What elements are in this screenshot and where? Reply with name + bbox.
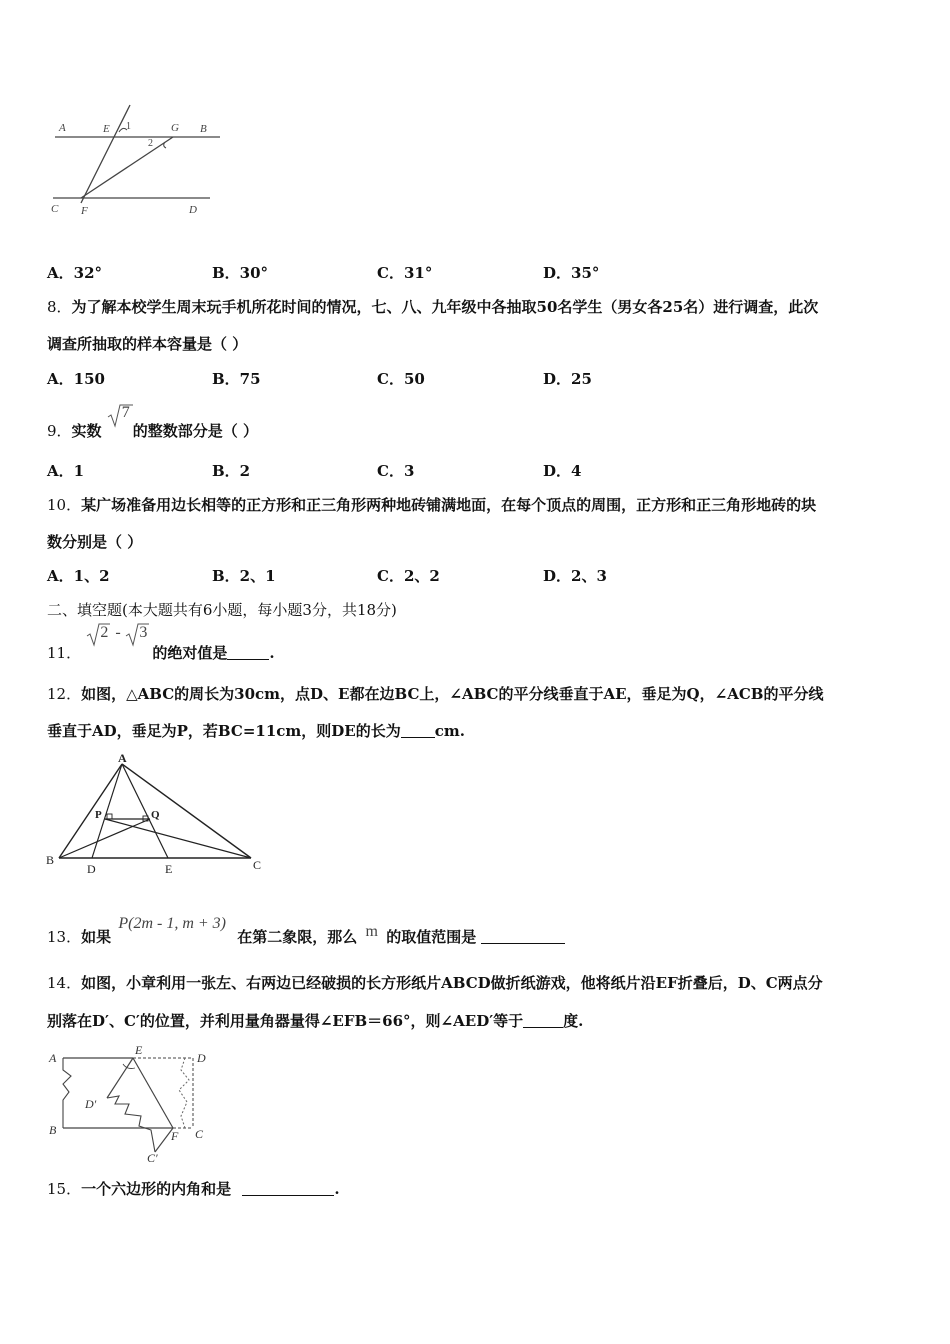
q9-number: 9．	[47, 422, 72, 440]
q12-line-2	[47, 720, 465, 741]
label-1: 1	[126, 121, 131, 132]
q7-option-c: C．31°	[377, 264, 433, 282]
label-f: F	[81, 205, 88, 217]
q12-label-q: Q	[151, 809, 160, 821]
sqrt-3-radicand: 3	[139, 624, 148, 641]
q7-option-d: D．35°	[543, 264, 600, 282]
q15-text: 一个六边形的内角和是	[81, 1180, 232, 1198]
q13-post: 的取值范围是	[386, 928, 477, 946]
label-a: A	[59, 122, 66, 134]
q14-unit: 度.	[563, 1012, 584, 1030]
angle-2-arc	[164, 142, 166, 148]
sqrt-2-radicand: 2	[100, 624, 109, 641]
q8-option-c: C．50	[377, 370, 425, 388]
q14-answer-blank[interactable]	[523, 1013, 563, 1028]
q12-text-2: 垂直于AD，垂足为P，若BC=11cm，则DE的长为	[47, 722, 401, 740]
q8-option-d: D．25	[543, 370, 592, 388]
q8-line-2: 调查所抽取的样本容量是（ ）	[47, 335, 248, 353]
q12-text-1: 如图，△ABC的周长为30cm，点D、E都在边BC上，∠ABC的平分线垂直于AE，垂足为Q，∠ACB的平分线	[81, 685, 824, 703]
q14-text-2: 别落在D′、C′的位置，并利用量角器量得∠EFB＝66°，则∠AED′等于	[47, 1012, 524, 1030]
q15-line	[47, 1178, 340, 1199]
q11-answer-blank[interactable]	[227, 645, 269, 660]
q9-line	[47, 404, 259, 441]
q8-text-1: 为了解本校学生周末玩手机所花时间的情况，七、八、九年级中各抽取50名学生（男女各25名）进行调查，此次	[71, 298, 819, 316]
q13-point: P(2m - 1, m + 3)	[118, 915, 227, 932]
q10-option-c: C．2、2	[377, 567, 440, 585]
q13-var: m	[365, 923, 378, 940]
q14-label-d: D	[197, 1051, 206, 1065]
q14-figure	[45, 1040, 220, 1165]
label-d: D	[189, 204, 197, 216]
q13-mid: 在第二象限，那么	[237, 928, 358, 946]
q12-number: 12．	[47, 685, 82, 703]
sqrt-2-minus-sqrt-3	[86, 624, 152, 656]
sqrt-7-radicand: 7	[121, 404, 130, 421]
q9-option-a: A．1	[47, 462, 85, 480]
q10-line-2: 数分别是（ ）	[47, 533, 143, 551]
q10-option-d: D．2、3	[543, 567, 607, 585]
q12-label-c: C	[253, 858, 262, 872]
q9-pre: 实数	[71, 422, 102, 440]
q14-label-b: B	[49, 1123, 57, 1137]
q11-post: 的绝对值是	[152, 644, 228, 662]
q12-answer-blank[interactable]	[401, 723, 435, 738]
q14-line-2	[47, 1010, 583, 1031]
line-ef	[81, 105, 130, 203]
q11-line	[47, 624, 275, 663]
q14-text-1: 如图，小章利用一张左、右两边已经破损的长方形纸片ABCD做折纸游戏，他将纸片沿EF折叠后，D、C两点分	[81, 974, 823, 992]
q13-number: 13．	[47, 928, 82, 946]
q11-end: .	[269, 644, 275, 662]
q10-line-1	[47, 494, 816, 515]
q12-label-a: A	[118, 751, 127, 765]
q12-label-p: P	[95, 809, 102, 821]
q7-option-a: A．32°	[47, 264, 103, 282]
q12-label-d: D	[87, 862, 96, 876]
q15-end: .	[334, 1180, 340, 1198]
q10-option-b: B．2、1	[212, 567, 276, 585]
q14-label-f: F	[171, 1129, 179, 1143]
label-c: C	[51, 203, 59, 215]
label-e: E	[103, 123, 110, 135]
q14-label-c: C	[195, 1127, 204, 1141]
q9-option-d: D．4	[543, 462, 582, 480]
q14-line-1	[47, 972, 823, 993]
q12-unit: cm.	[434, 722, 465, 740]
q10-option-a: A．1、2	[47, 567, 110, 585]
q12-line-1	[47, 683, 823, 704]
q8-number: 8．	[47, 298, 72, 316]
q8-line-1	[47, 296, 818, 317]
q14-label-dprime: D′	[85, 1097, 97, 1111]
q12-label-e: E	[165, 862, 173, 876]
q13-answer-blank[interactable]	[481, 929, 565, 944]
label-b: B	[200, 123, 207, 135]
q10-text-1: 某广场准备用边长相等的正方形和正三角形两种地砖铺满地面，在每个顶点的周围，正方形和正三角形地砖的块	[81, 496, 817, 514]
q9-option-c: C．3	[377, 462, 415, 480]
q12-label-b: B	[46, 853, 55, 867]
q7-figure	[45, 100, 230, 225]
sqrt-7	[107, 404, 133, 434]
q8-option-a: A．150	[47, 370, 105, 388]
q15-answer-blank[interactable]	[242, 1181, 334, 1196]
q14-label-e: E	[135, 1043, 143, 1057]
q9-post: 的整数部分是（ ）	[132, 422, 259, 440]
q14-label-cprime: C′	[147, 1151, 158, 1165]
q11-number: 11．	[47, 644, 82, 662]
q14-label-a: A	[49, 1051, 57, 1065]
line-fg	[81, 137, 173, 198]
q9-option-b: B．2	[212, 462, 251, 480]
q7-option-b: B．30°	[212, 264, 269, 282]
section-2-heading: 二、填空题(本大题共有6小题，每小题3分，共18分)	[47, 601, 397, 619]
label-2: 2	[148, 138, 153, 149]
q13-pre: 如果	[81, 928, 112, 946]
q10-number: 10．	[47, 496, 82, 514]
q12-figure	[45, 752, 270, 877]
q8-option-b: B．75	[212, 370, 261, 388]
q13-line	[47, 915, 565, 947]
q14-number: 14．	[47, 974, 82, 992]
label-g: G	[171, 122, 179, 134]
minus-sign: -	[115, 624, 121, 641]
q15-number: 15．	[47, 1180, 82, 1198]
